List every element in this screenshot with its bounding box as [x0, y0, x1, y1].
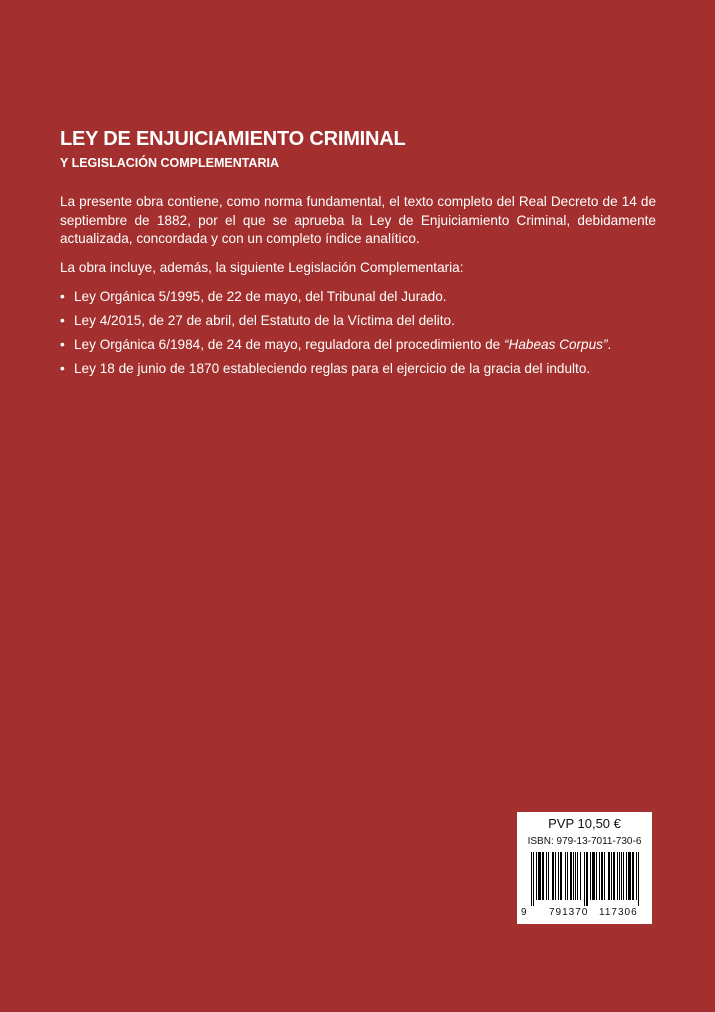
barcode-bar — [584, 852, 585, 906]
bullet-icon: • — [60, 313, 65, 328]
barcode-bar — [626, 852, 627, 900]
barcode-bar — [542, 852, 544, 900]
barcode-bar — [599, 852, 600, 900]
barcode-lead-digit: 9 — [521, 907, 527, 918]
barcode-left-digits: 791370 — [549, 907, 589, 918]
law-emphasis: “Habeas Corpus” — [504, 337, 608, 352]
isbn-label: ISBN: 979-13-7011-730-6 — [527, 836, 642, 847]
barcode-bar — [555, 852, 556, 900]
barcode-right-digits: 117306 — [599, 907, 638, 918]
list-item — [60, 288, 611, 312]
barcode-bar — [577, 852, 578, 900]
barcode-bar — [531, 852, 532, 906]
barcode-bar — [611, 852, 612, 900]
barcode-bar — [586, 852, 588, 906]
law-text: Ley Orgánica 5/1995, de 22 de mayo, del Tribunal del Jurado. — [74, 289, 447, 304]
law-text: Ley Orgánica 6/1984, de 24 de mayo, reguladora del procedimiento de — [74, 337, 504, 352]
law-text: Ley 18 de junio de 1870 estableciendo reglas para el ejercicio de la gracia del indulto. — [74, 361, 591, 376]
list-item — [60, 336, 611, 360]
bullet-icon: • — [60, 337, 65, 352]
barcode-bar — [546, 852, 547, 900]
barcode-bar — [533, 852, 534, 906]
book-subtitle: Y LEGISLACIÓN COMPLEMENTARIA — [60, 156, 279, 170]
barcode-bar — [580, 852, 581, 900]
barcode-bar — [558, 852, 559, 900]
barcode-bar — [575, 852, 576, 900]
barcode-bar — [636, 852, 637, 900]
barcode-bar — [567, 852, 568, 900]
intro-paragraph: La presente obra contiene, como norma fundamental, el texto completo del Real Decreto de 14 de septiembre de 1882, por el que se aprueba la Ley de Enjuiciamiento Criminal, debidamente actualizada, concordada y con un completo índice analítico. — [60, 194, 656, 246]
barcode-bar — [619, 852, 620, 900]
law-tail: . — [607, 337, 612, 352]
barcode-icon — [531, 852, 641, 906]
barcode-bar — [596, 852, 597, 900]
barcode-bar — [538, 852, 541, 900]
barcode-bar — [552, 852, 554, 900]
list-item — [60, 360, 611, 384]
bullet-icon: • — [60, 289, 65, 304]
price-label: PVP 10,50 € — [548, 816, 621, 831]
barcode-bar — [560, 852, 562, 900]
price-barcode-box — [517, 812, 652, 924]
barcode-bar — [570, 852, 572, 900]
barcode-bar — [628, 852, 631, 900]
barcode-bar — [592, 852, 595, 900]
complementary-laws-list — [60, 288, 611, 384]
barcode-bar — [621, 852, 622, 900]
barcode-bar — [536, 852, 537, 900]
barcode-bar — [608, 852, 610, 900]
law-text: Ley 4/2015, de 27 de abril, del Estatuto de la Víctima del delito. — [74, 313, 455, 328]
list-item — [60, 312, 611, 336]
bullet-icon: • — [60, 361, 65, 376]
barcode-bar — [617, 852, 618, 900]
barcode-bar — [604, 852, 605, 900]
barcode-bar — [548, 852, 549, 900]
barcode-bar — [613, 852, 615, 900]
book-title: LEY DE ENJUICIAMIENTO CRIMINAL — [60, 128, 406, 150]
barcode-bar — [565, 852, 566, 900]
includes-paragraph: La obra incluye, además, la siguiente Legislación Complementaria: — [60, 260, 464, 275]
barcode-bar — [638, 852, 639, 906]
barcode-bar — [632, 852, 634, 900]
barcode-bar — [601, 852, 603, 900]
barcode-bar — [623, 852, 624, 900]
barcode-bar — [590, 852, 591, 900]
barcode-bar — [573, 852, 574, 900]
